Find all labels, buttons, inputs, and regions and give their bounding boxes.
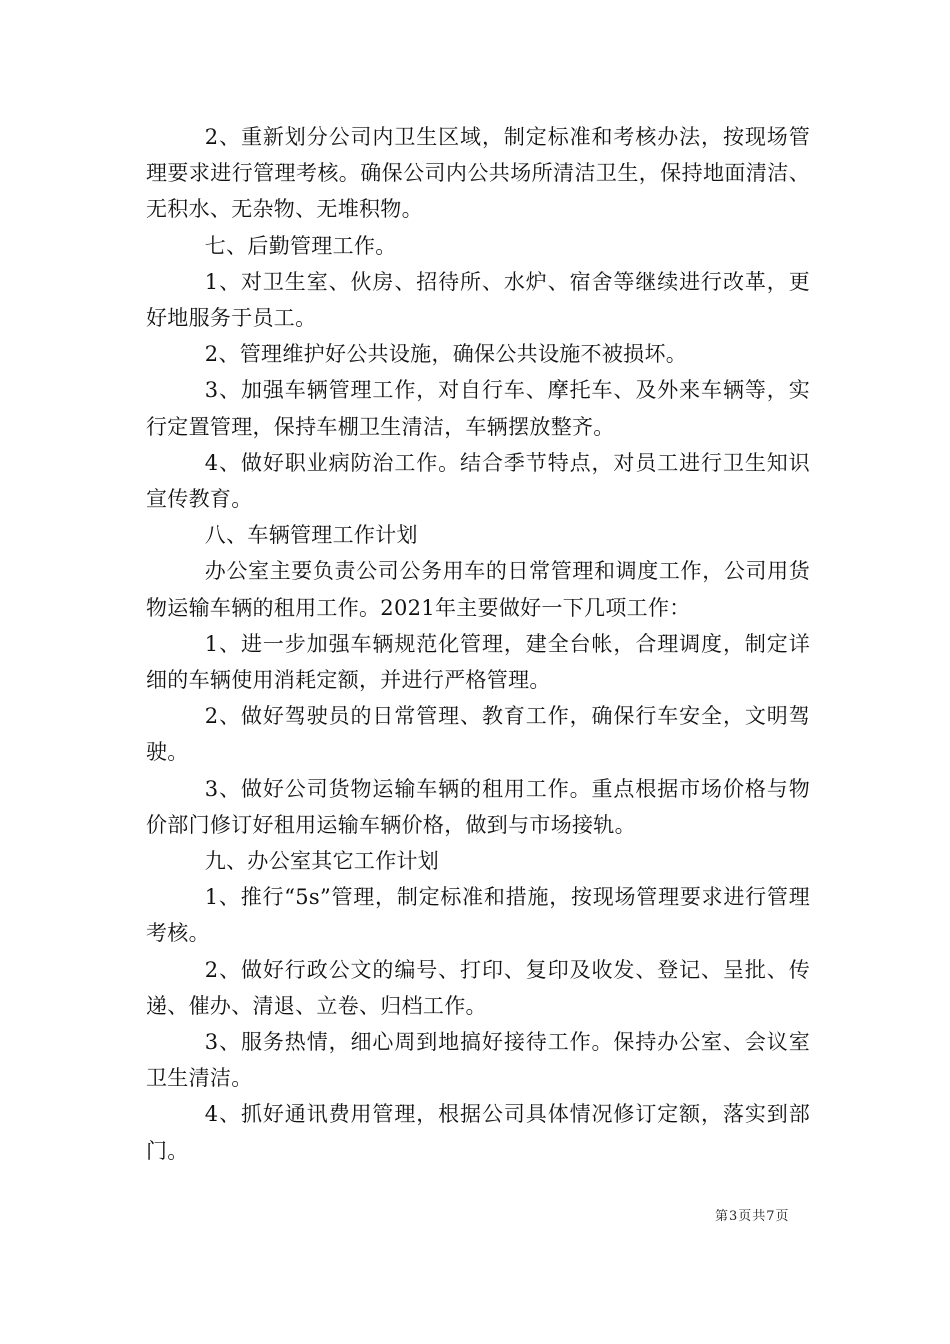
- section-heading-logistics: 七、后勤管理工作。: [204, 233, 397, 258]
- document-body: [146, 119, 810, 1169]
- paragraph-item-2-driver-management: 2、做好驾驶员的日常管理、教育工作，确保行车安全，文明驾驶。: [146, 704, 810, 765]
- paragraph-item-3-vehicle-rental: 3、做好公司货物运输车辆的租用工作。重点根据市场价格与物价部门修订好租用运输车辆价格，做到与市场接轨。: [146, 776, 810, 837]
- paragraph-item-2-document-handling: 2、做好行政公文的编号、打印、复印及收发、登记、呈批、传递、催办、清退、立卷、归档工作。: [146, 957, 810, 1018]
- paragraph-item-1-5s-management: 1、推行“5s”管理，制定标准和措施，按现场管理要求进行管理考核。: [146, 885, 810, 946]
- paragraph-item-3-vehicle-parking: 3、加强车辆管理工作，对自行车、摩托车、及外来车辆等，实行定置管理，保持车棚卫生清洁，车辆摆放整齐。: [146, 378, 810, 439]
- paragraph-item-2-public-facilities: 2、管理维护好公共设施，确保公共设施不被损坏。: [204, 342, 688, 367]
- page-number-footer: 第3页共7页: [715, 1209, 790, 1224]
- paragraph-item-1-facilities-reform: 1、对卫生室、伙房、招待所、水炉、宿舍等继续进行改革，更好地服务于员工。: [146, 269, 810, 331]
- paragraph-item-4-communication-costs: 4、抓好通讯费用管理，根据公司具体情况修订定额，落实到部门。: [146, 1102, 810, 1163]
- paragraph-item-2-hygiene-zones: 2、重新划分公司内卫生区域，制定标准和考核办法，按现场管理要求进行管理考核。确保公司内公共场所清洁卫生，保持地面清洁、无积水、无杂物、无堆积物。: [146, 125, 810, 222]
- paragraph-item-4-occupational-health: 4、做好职业病防治工作。结合季节特点，对员工进行卫生知识宣传教育。: [146, 450, 810, 512]
- paragraph-item-3-reception: 3、服务热情，细心周到地搞好接待工作。保持办公室、会议室卫生清洁。: [146, 1030, 810, 1091]
- section-heading-other-office-work: 九、办公室其它工作计划: [204, 849, 440, 874]
- paragraph-item-1-vehicle-standards: 1、进一步加强车辆规范化管理，建全台帐，合理调度，制定详细的车辆使用消耗定额，并进行严格管理。: [146, 631, 810, 693]
- paragraph-vehicle-intro: 办公室主要负责公司公务用车的日常管理和调度工作，公司用货物运输车辆的租用工作。2021年主要做好一下几项工作：: [146, 559, 810, 620]
- section-heading-vehicle-management: 八、车辆管理工作计划: [204, 523, 418, 548]
